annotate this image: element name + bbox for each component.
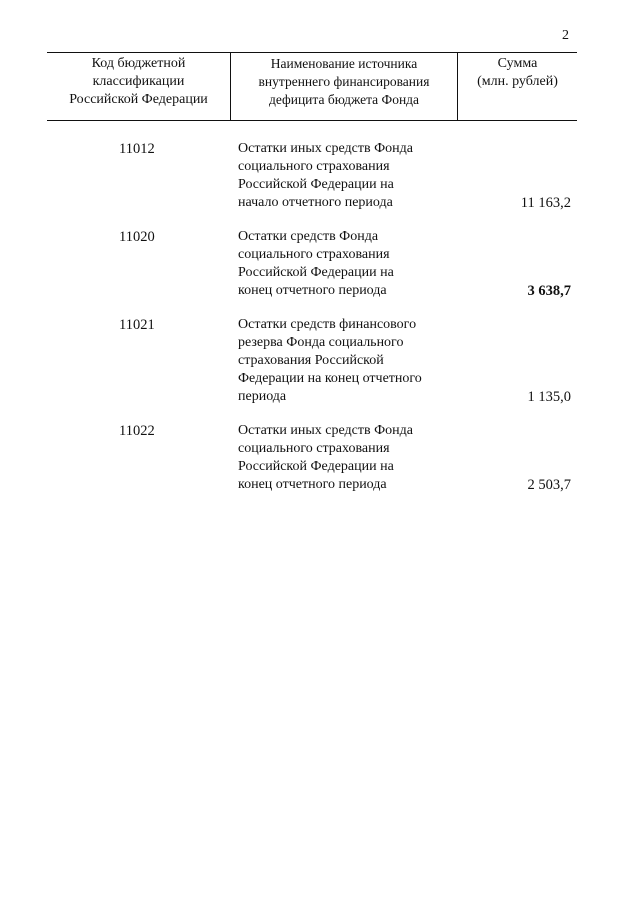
row-sum: 2 503,7 [527,477,571,493]
row-name: Остатки средств финансового резерва Фонда социального страхования Российской Федерации на конец отчетного периода [238,317,422,404]
row-sum: 11 163,2 [520,195,571,211]
budget-table [47,52,577,494]
row-code: 11020 [119,229,155,245]
row-name: Остатки средств Фонда социального страхования Российской Федерации на конец отчетного периода [238,229,394,298]
header-code: Код бюджетной классификации Российской Федерации [47,53,231,120]
header-name: Наименование источника внутреннего финансирования дефицита бюджета Фонда [231,53,458,120]
row-sum: 1 135,0 [527,389,571,405]
table-row [47,228,577,300]
row-sum: 3 638,7 [527,283,571,299]
row-code: 11021 [119,317,155,333]
table-row [47,140,577,212]
table-row [47,316,577,406]
page-number: 2 [562,28,569,43]
row-name: Остатки иных средств Фонда социального страхования Российской Федерации на конец отчетного периода [238,423,413,492]
header-sum: Сумма (млн. рублей) [477,56,558,89]
row-code: 11012 [119,141,155,157]
table-row [47,422,577,494]
table-body [47,140,577,494]
row-name: Остатки иных средств Фонда социального страхования Российской Федерации на начало отчетного периода [238,141,413,210]
row-code: 11022 [119,423,155,439]
table-header [47,52,577,121]
